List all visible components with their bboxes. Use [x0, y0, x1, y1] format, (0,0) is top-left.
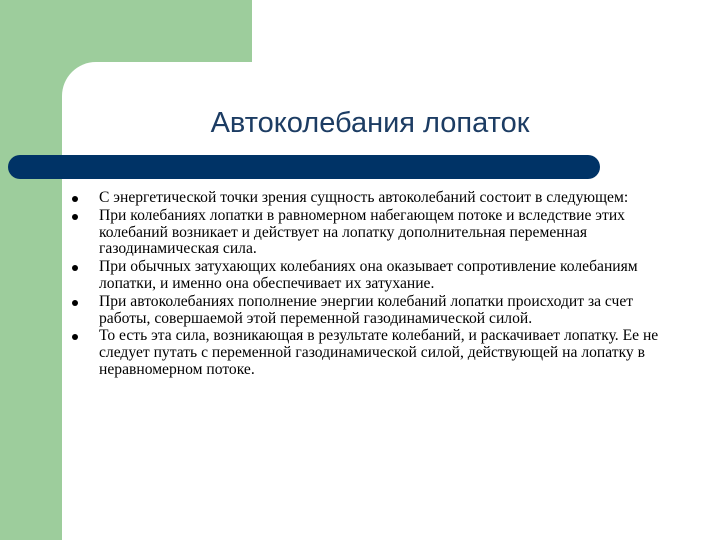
- title-divider-bar: [8, 155, 600, 179]
- list-item: [72, 294, 672, 328]
- list-item: [72, 328, 672, 378]
- bullet-list: [72, 190, 672, 380]
- bullet-text: То есть эта сила, возникающая в результате колебаний, и раскачивает лопатку. Ее не следует путать с переменной газодинамической силой, действующей на лопатку в неравномерном потоке.: [99, 327, 659, 378]
- bullet-text: При автоколебаниях пополнение энергии колебаний лопатки происходит за счет работы, совершаемой этой переменной газодинамической силой.: [99, 292, 634, 327]
- decor-green-band-left: [0, 0, 62, 540]
- bullet-text: При обычных затухающих колебаниях она оказывает сопротивление колебаниям лопатки, и именно она обеспечивает их затухание.: [99, 258, 638, 292]
- bullet-dot-icon: [72, 300, 78, 306]
- bullet-text: С энергетической точки зрения сущность автоколебаний состоит в следующем:: [99, 189, 629, 206]
- list-item: [72, 208, 672, 258]
- bullet-dot-icon: [72, 265, 78, 271]
- bullet-dot-icon: [72, 334, 78, 340]
- list-item: [72, 190, 672, 207]
- list-item: [72, 259, 672, 293]
- bullet-text: При колебаниях лопатки в равномерном набегающем потоке и вследствие этих колебаний возникает и действует на лопатку дополнительная переменная газодинамическая сила.: [99, 206, 625, 258]
- bullet-dot-icon: [72, 196, 78, 202]
- slide-title: Автоколебания лопаток: [210, 107, 530, 139]
- bullet-dot-icon: [72, 214, 78, 220]
